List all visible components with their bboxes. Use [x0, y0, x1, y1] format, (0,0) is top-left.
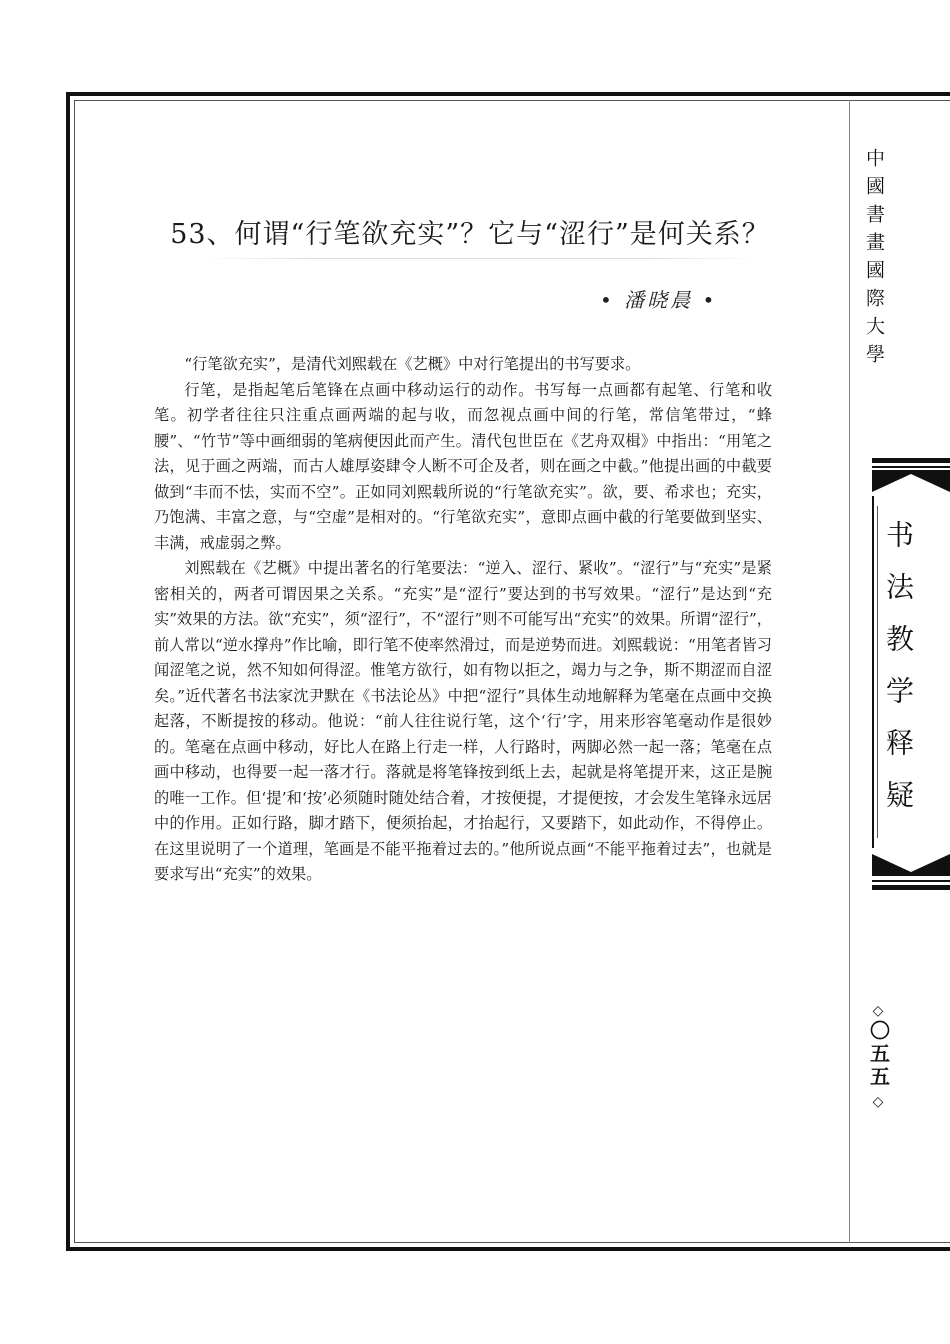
- article-body: [154, 352, 772, 888]
- frame-bottom-border: [66, 1247, 950, 1251]
- emblem-chevron-bottom: [872, 846, 950, 876]
- emblem-bar-bottom: [872, 885, 950, 890]
- frame-top-border: [66, 92, 950, 96]
- page-number-block: [860, 1002, 896, 1111]
- diamond-icon: ◇: [872, 1094, 884, 1110]
- emblem-bar-bottom-thin: [872, 880, 950, 882]
- paragraph: 刘熙载在《艺概》中提出著名的行笔要法：“逆入、涩行、紧收”。“涩行”与“充实”是紧密相关的，两者可谓因果之关系。“充实”是“涩行”要达到的书写效果。“涩行”是达到“充实”效果的方法。欲“充实”，须“涩行”，不“涩行”则不可能写出“充实”的效果。所谓“涩行”，前人常以“逆水撑舟”作比喻，即行笔不使率然滑过，而是逆势而进。刘熙载说：“用笔者皆习闻涩笔之说，然不知如何得涩。惟笔方欲行，如有物以拒之，竭力与之争，斯不期涩而自涩矣。”近代著名书法家沈尹默在《书法论丛》中把“涩行”具体生动地解释为笔毫在点画中交换起落，不断提按的移动。他说：“前人往往说行笔，这个‘行’字，用来形容笔毫动作是很妙的。笔毫在点画中移动，好比人在路上行走一样，人行路时，两脚必然一起一落；笔毫在点画中移动，也得要一起一落才行。落就是将笔锋按到纸上去，起就是将笔提开来，这正是腕的唯一工作。但‘提’和‘按’必须随时随处结合着，才按便提，才提便按，才会发生笔锋永远居中的作用。正如行路，脚才踏下，便须抬起，才抬起行，又要踏下，如此动作，不得停止。在这里说明了一个道理，笔画是不能平拖着过去的。”他所说点画“不能平拖着过去”，也就是要求写出“充实”的效果。: [154, 559, 772, 883]
- frame-left-border: [66, 92, 70, 1251]
- diamond-icon: ◇: [872, 1003, 884, 1019]
- book-title: 书法教学释疑: [882, 520, 915, 832]
- frame-inner-bottom-line: [74, 1242, 950, 1243]
- title-underline: [200, 258, 760, 259]
- emblem-bar-top: [872, 458, 950, 463]
- school-name: 中國書畫國際大學: [863, 148, 885, 372]
- paragraph: “行笔欲充实”，是清代刘熙载在《艺概》中对行笔提出的书写要求。: [184, 355, 641, 373]
- sidebar-divider: [849, 100, 850, 1243]
- article-title: 53、何谓“行笔欲充实”？它与“涩行”是何关系？: [170, 219, 770, 250]
- frame-inner-left-line: [74, 100, 75, 1243]
- paragraph: 行笔，是指起笔后笔锋在点画中移动运行的动作。书写每一点画都有起笔、行笔和收笔。初学者往往只注重点画两端的起与收，而忽视点画中间的行笔，常信笔带过，“蜂腰”、“竹节”等中画细弱的笔病便因此而产生。清代包世臣在《艺舟双楫》中指出：“用笔之法，见于画之两端，而古人雄厚姿肆令人断不可企及者，则在画之中截。”他提出画的中截要做到“丰而不怯，实而不空”。正如同刘熙载所说的“行笔欲充实”。欲，要、希求也；充实，乃饱满、丰富之意，与“空虚”是相对的。“行笔欲充实”，意即点画中截的行笔要做到坚实、丰满，戒虚弱之弊。: [154, 380, 772, 552]
- frame-inner-top-line: [74, 100, 950, 101]
- article-author: • 潘晓晨 •: [600, 288, 718, 312]
- page-number: 〇五五: [866, 1020, 891, 1089]
- emblem-bar-top-thin: [872, 466, 950, 468]
